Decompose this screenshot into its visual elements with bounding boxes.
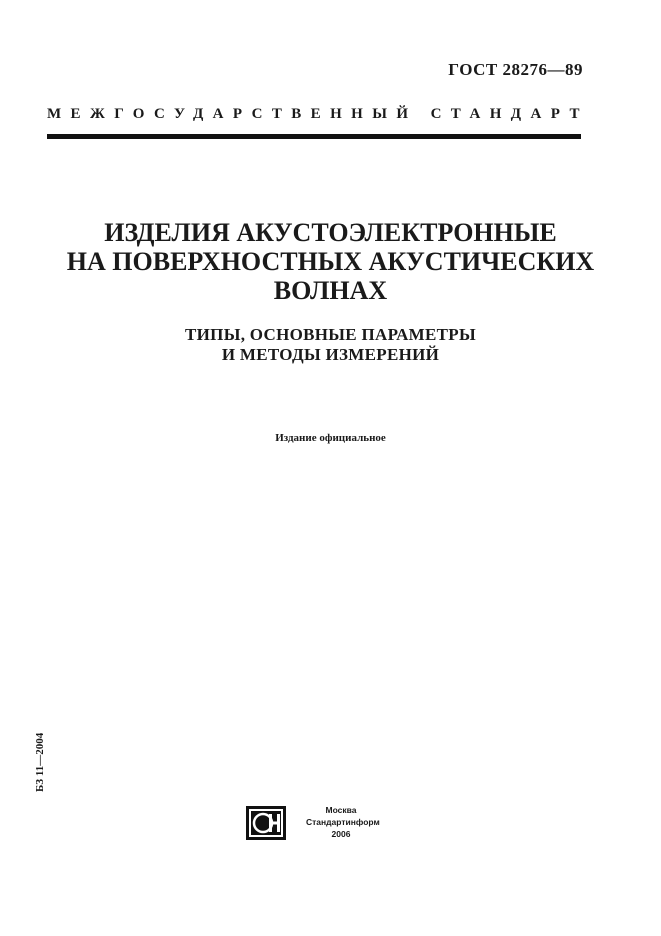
subtitle-line-1: ТИПЫ, ОСНОВНЫЕ ПАРАМЕТРЫ — [185, 325, 476, 344]
side-code: БЗ 11—2004 — [34, 732, 46, 792]
document-subtitle — [0, 325, 661, 365]
publisher-year: 2006 — [331, 829, 351, 839]
edition-label: Издание официальное — [275, 432, 386, 444]
title-line-1: ИЗДЕЛИЯ АКУСТОЭЛЕКТРОННЫЕ — [104, 218, 557, 247]
standard-type-heading: МЕЖГОСУДАРСТВЕННЫЙ СТАНДАРТ — [47, 106, 589, 122]
standartinform-logo-icon — [246, 806, 286, 840]
header-divider — [47, 134, 581, 139]
standard-number: ГОСТ 28276—89 — [448, 60, 583, 79]
document-title — [0, 218, 661, 305]
subtitle-line-2: И МЕТОДЫ ИЗМЕРЕНИЙ — [221, 345, 440, 364]
publisher-block — [306, 804, 380, 840]
publisher-city: Москва — [325, 805, 357, 815]
title-line-3: ВОЛНАХ — [273, 276, 388, 305]
publisher-name: Стандартинформ — [306, 817, 380, 827]
title-line-2: НА ПОВЕРХНОСТНЫХ АКУСТИЧЕСКИХ — [66, 247, 595, 276]
